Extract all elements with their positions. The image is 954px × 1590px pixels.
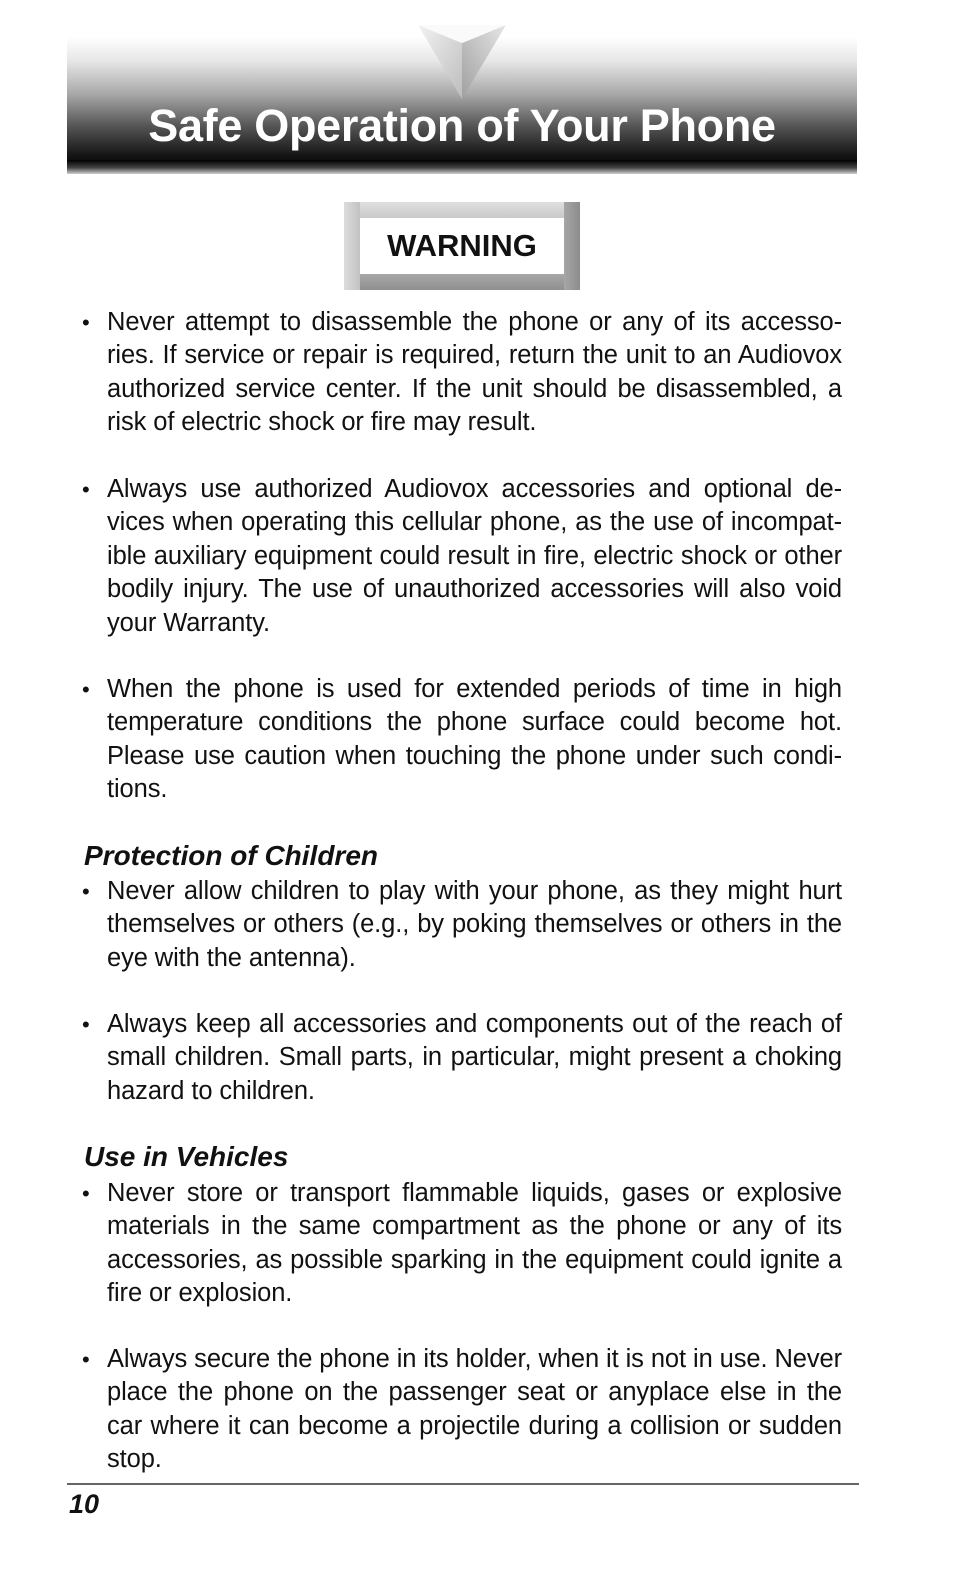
children-bullet-play: • Never allow children to play with your phone, as they might hurt themselves or others (e.g., by poking themselves or others in the eye with the antenna).: [107, 875, 842, 975]
vehicles-bullet-holder: • Always secure the phone in its holder, when it is not in use. Never place the phone on the passenger seat or anyplace else in the car where it can become a projectile during a collision or sudden stop.: [107, 1343, 842, 1477]
page-number: 10: [69, 1489, 100, 1519]
warning-box-bevel-bottom: [344, 274, 580, 290]
warning-bullet-heat: • When the phone is used for extended periods of time in high temperature conditions the phone surface could become hot. Please use caution when touching the phone under such condi-tions.: [107, 673, 842, 807]
section-heading-children: Protection of Children: [84, 840, 378, 871]
warning-bullet-accessories: • Always use authorized Audiovox accessories and optional de-vices when operating this cellular phone, as the use of incompat-ible auxiliary equipment could result in fire, electric shock or other bodily injury. The use of unauthorized accessories will also void your Warranty.: [107, 473, 842, 640]
warning-box-bevel-right: [564, 202, 580, 290]
warning-box: [344, 202, 580, 290]
section-heading-vehicles: Use in Vehicles: [84, 1141, 289, 1172]
triangle-down-icon: [418, 25, 506, 99]
header-banner-shadow: [67, 160, 857, 174]
footer-divider: [67, 1483, 859, 1485]
warning-label: WARNING: [360, 218, 564, 274]
warning-bullet-disassemble: • Never attempt to disassemble the phone or any of its accesso-ries. If service or repair is required, return the unit to an Audiovox authorized service center. If the unit should be disassembled, a risk of electric shock or fire may result.: [107, 306, 842, 440]
warning-box-bevel-top: [344, 202, 580, 218]
page-title: Safe Operation of Your Phone: [148, 100, 776, 151]
vehicles-bullet-flammable: • Never store or transport flammable liquids, gases or explosive materials in the same compartment as the phone or any of its accessories, as possible sparking in the equipment could ignite a fire or explosion.: [107, 1177, 842, 1311]
warning-box-bevel-left: [344, 202, 360, 290]
children-bullet-reach: • Always keep all accessories and components out of the reach of small children. Small parts, in particular, might present a choking hazard to children.: [107, 1008, 842, 1108]
